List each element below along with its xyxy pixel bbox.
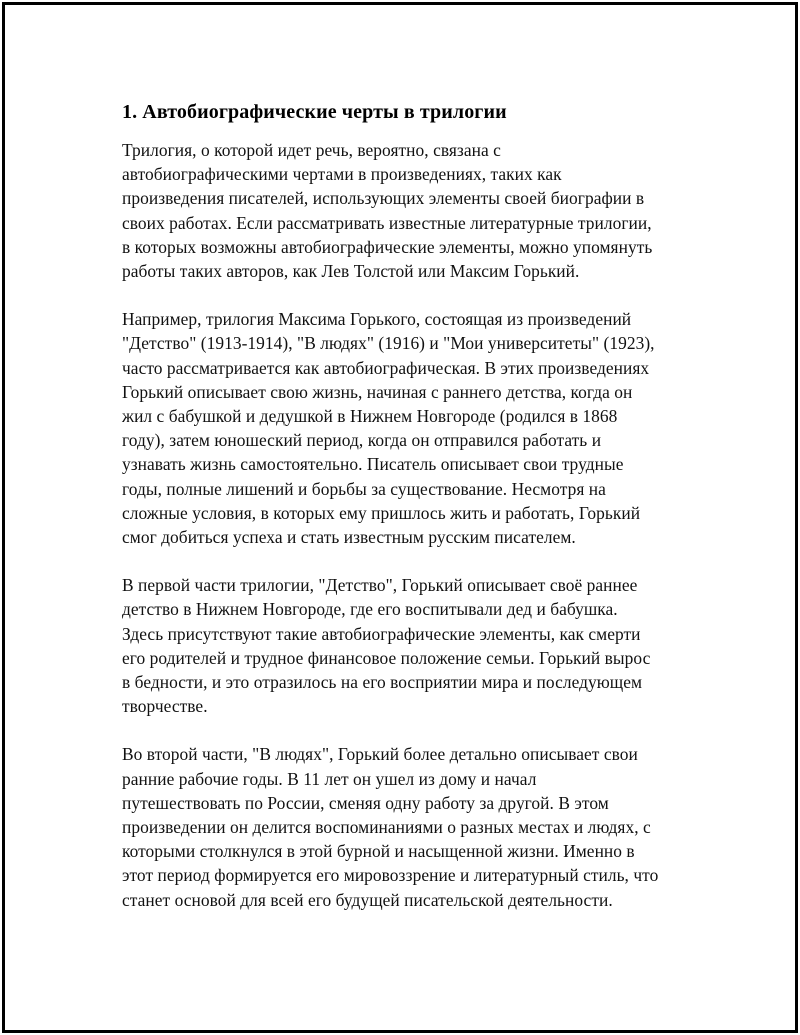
page-frame — [2, 2, 798, 1033]
paragraph-gorky-trilogy: Например, трилогия Максима Горького, состоящая из произведений "Детство" (1913-1914), "В людях" (1916) и "Мои университеты" (1923), часто рассматривается как автобиографическая. В этих произведениях Горький описывает свою жизнь, начиная с раннего детства, когда он жил с бабушкой и дедушкой в Нижнем Новгороде (родился в 1868 году), затем юношеский период, когда он отправился работать и узнавать жизнь самостоятельно. Писатель описывает свои трудные годы, полные лишений и борьбы за существование. Несмотря на сложные условия, в которых ему пришлось жить и работать, Горький смог добиться успеха и стать известным русским писателем. — [122, 309, 655, 548]
paragraph-childhood: В первой части трилогии, "Детство", Горький описывает своё раннее детство в Нижнем Новгороде, где его воспитывали дед и бабушка. Здесь присутствуют такие автобиографические элементы, как смерти его родителей и трудное финансовое положение семьи. Горький вырос в бедности, и это отразилось на его восприятии мира и последующем творчестве. — [122, 575, 651, 717]
section-heading: 1. Автобиографические черты в трилогии — [122, 101, 507, 123]
document-body — [122, 100, 702, 936]
paragraph-intro: Трилогия, о которой идет речь, вероятно, связана с автобиографическими чертами в произведениях, таких как произведения писателей, использующих элементы своей биографии в своих работах. Если рассматривать известные литературные трилогии, в которых возможны автобиографические элементы, можно упомянуть работы таких авторов, как Лев Толстой или Максим Горький. — [122, 140, 653, 282]
paragraph-in-the-world: Во второй части, "В людях", Горький более детально описывает свои ранние рабочие годы. В 11 лет он ушел из дому и начал путешествовать по России, сменяя одну работу за другой. В этом произведении он делится воспоминаниями о разных местах и людях, с которыми столкнулся в этой бурной и насыщенной жизни. Именно в этот период формируется его мировоззрение и литературный стиль, что станет основой для всей его будущей писательской деятельности. — [122, 744, 659, 910]
